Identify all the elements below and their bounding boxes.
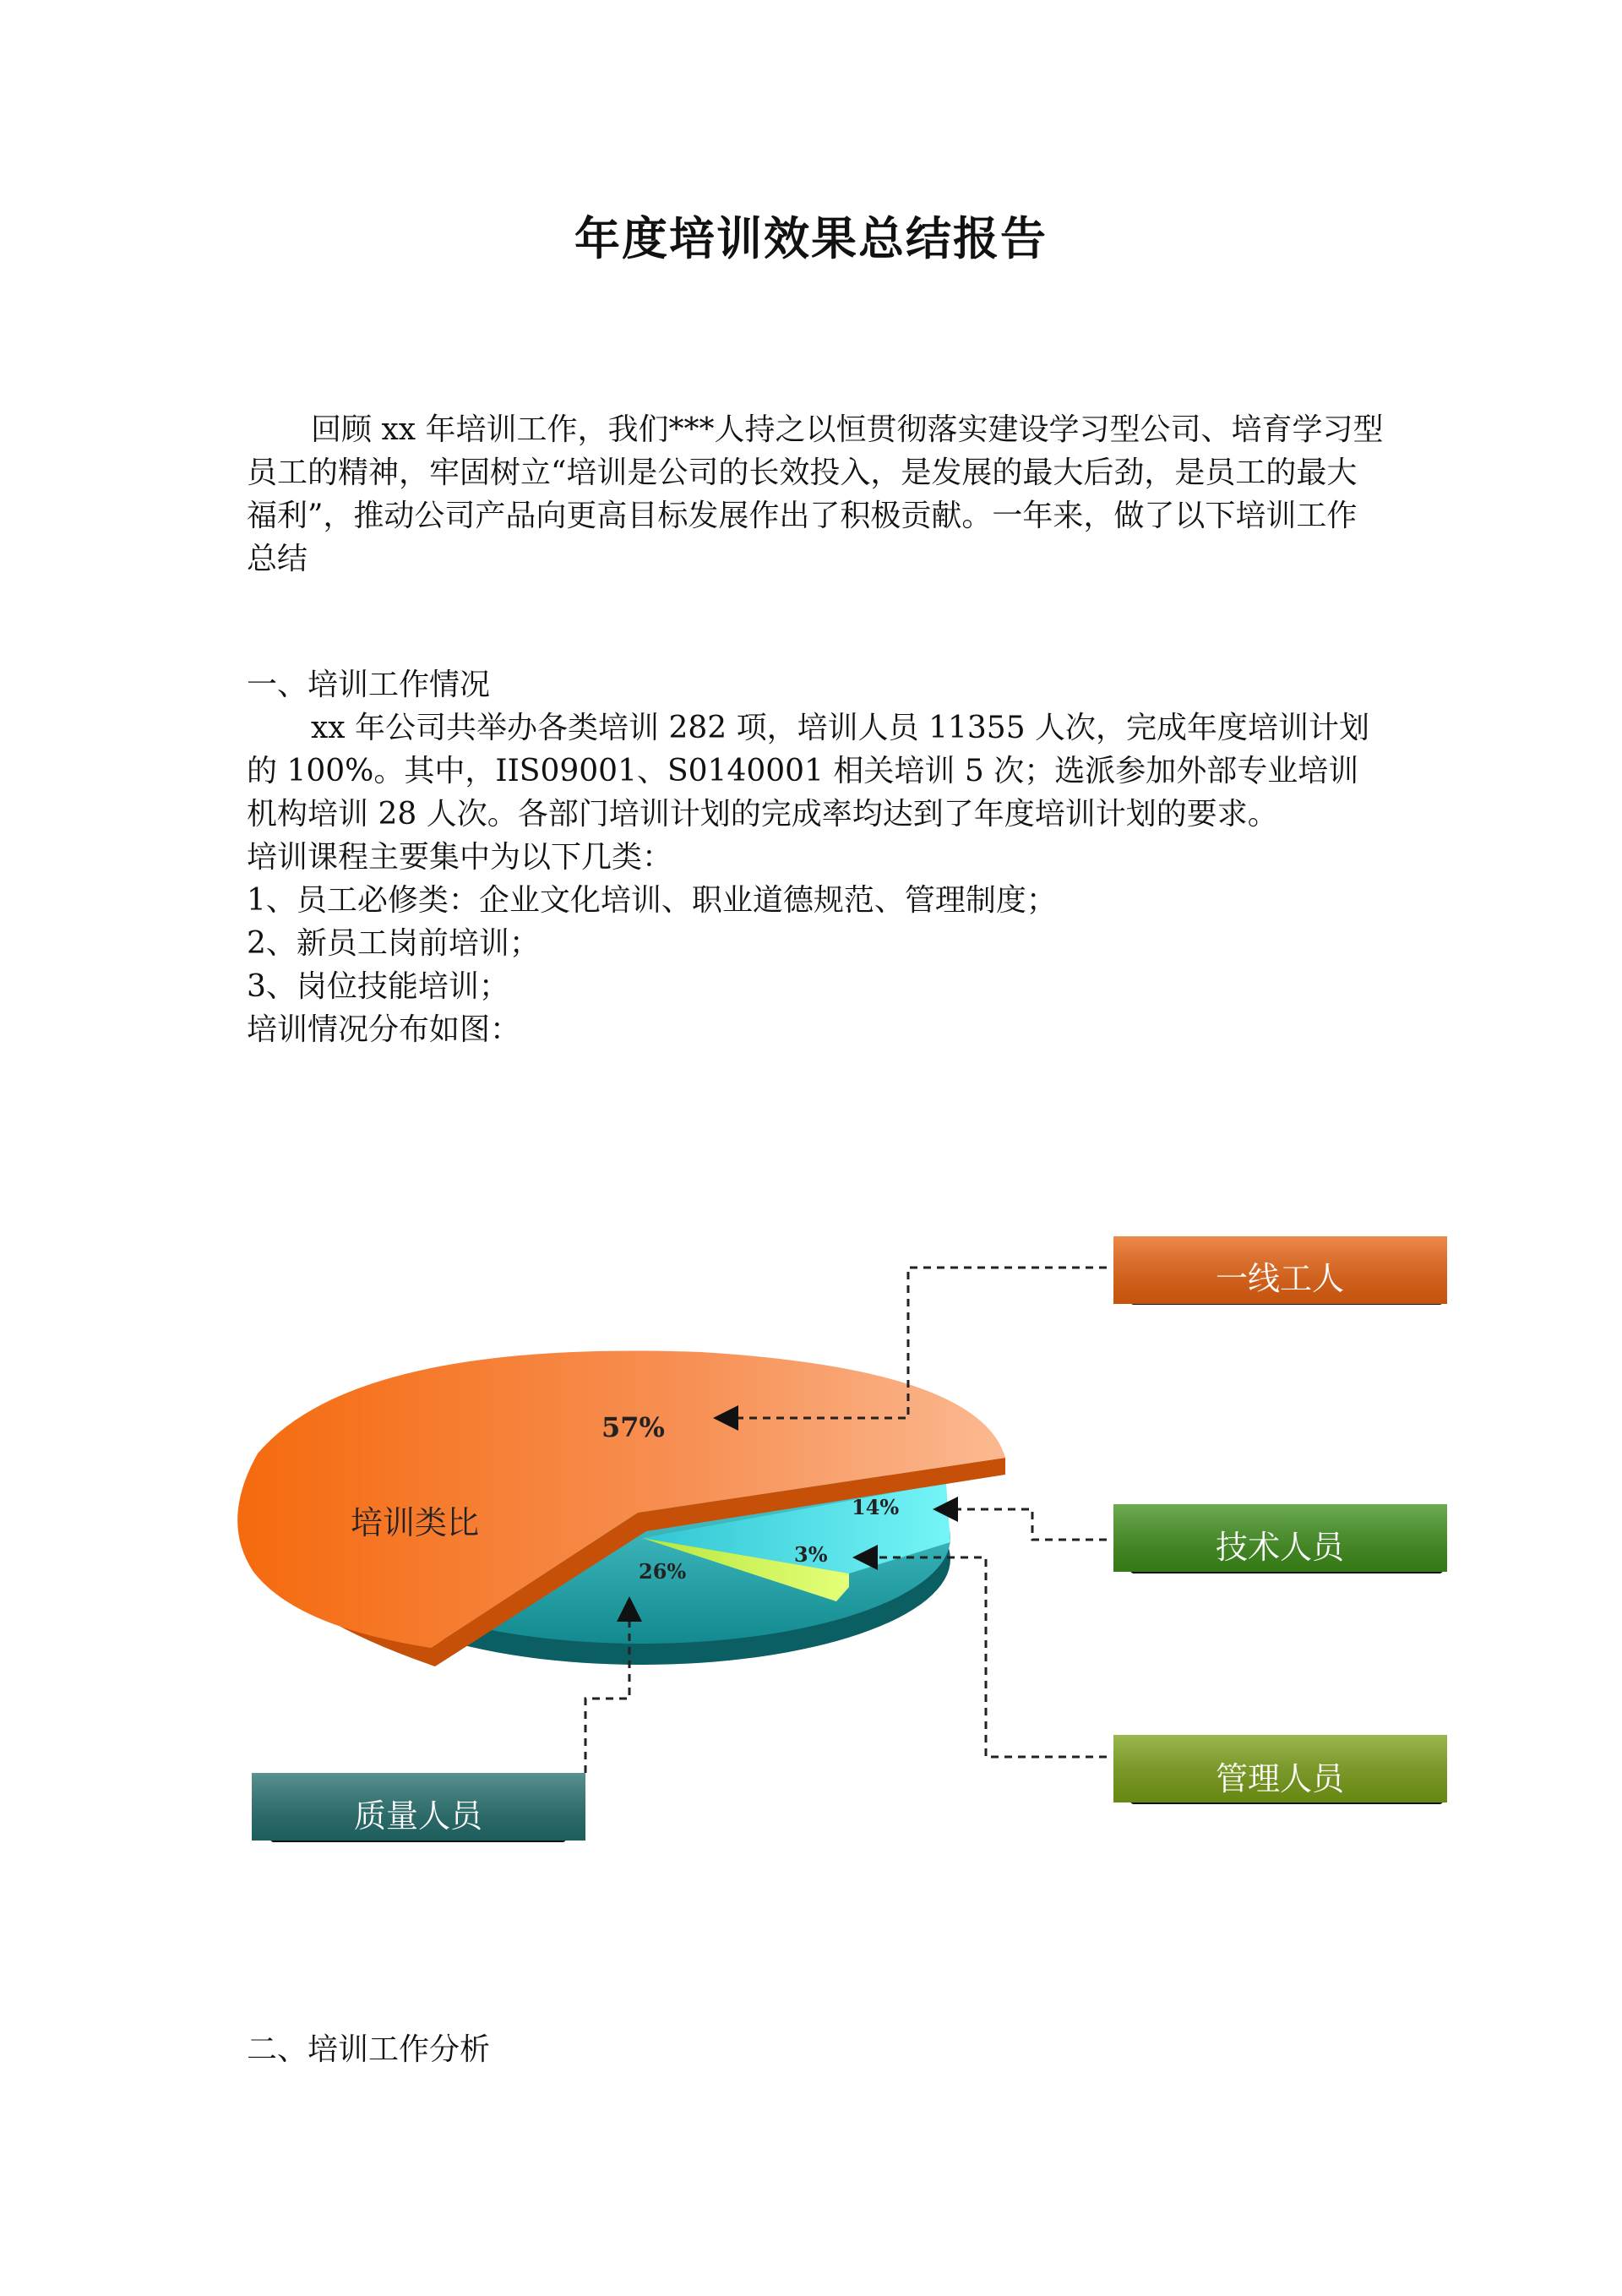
course-list-item-1: 1、员工必修类：企业文化培训、职业道德规范、管理制度； [247,883,1057,918]
callout-technical-staff [1113,1504,1447,1573]
section-2-heading: 二、培训工作分析 [247,2032,491,2067]
section-1-heading: 一、培训工作情况 [247,668,491,702]
course-list-item-2: 2、新员工岗前培训； [247,926,540,961]
data-label-technical: 14% [852,1495,900,1519]
page-title: 年度培训效果总结报告 [574,211,1048,265]
course-list-item-3: 3、岗位技能培训； [247,969,509,1004]
callout-label-management: 管理人员 [1215,1760,1345,1797]
data-label-quality: 26% [639,1559,687,1584]
connector-technical [938,1509,1107,1540]
section-1-paragraph: xx 年公司共举办各类培训 282 项，培训人员 11355 人次，完成年度培训计划的 100%。其中，IIS09001、S0140001 相关培训 5 次；选派参加外部专业培训机构培训 28 人次。各部门培训计划的完成率均达到了年度培训计划的要求。 [247,711,1370,832]
intro-paragraph: 回顾 xx 年培训工作，我们***人持之以恒贯彻落实建设学习型公司、培育学习型员工的精神，牢固树立“培训是公司的长效投入，是发展的最大后劲，是员工的最大福利”，推动公司产品向更高目标发展作出了积极贡献。一年来，做了以下培训工作总结 [247,412,1384,576]
data-label-management: 3% [794,1542,828,1567]
callout-label-technical: 技术人员 [1215,1529,1345,1566]
callout-management-staff [1113,1735,1447,1804]
chart-title: 培训类比 [351,1504,480,1541]
callout-label-frontline: 一线工人 [1215,1260,1345,1297]
distribution-caption: 培训情况分布如图： [247,1012,521,1047]
data-label-frontline: 57% [601,1411,665,1443]
callout-frontline-workers [1113,1236,1447,1305]
callout-quality-staff [252,1773,585,1842]
course-list-intro: 培训课程主要集中为以下几类： [247,840,673,875]
callout-label-quality: 质量人员 [353,1797,483,1835]
